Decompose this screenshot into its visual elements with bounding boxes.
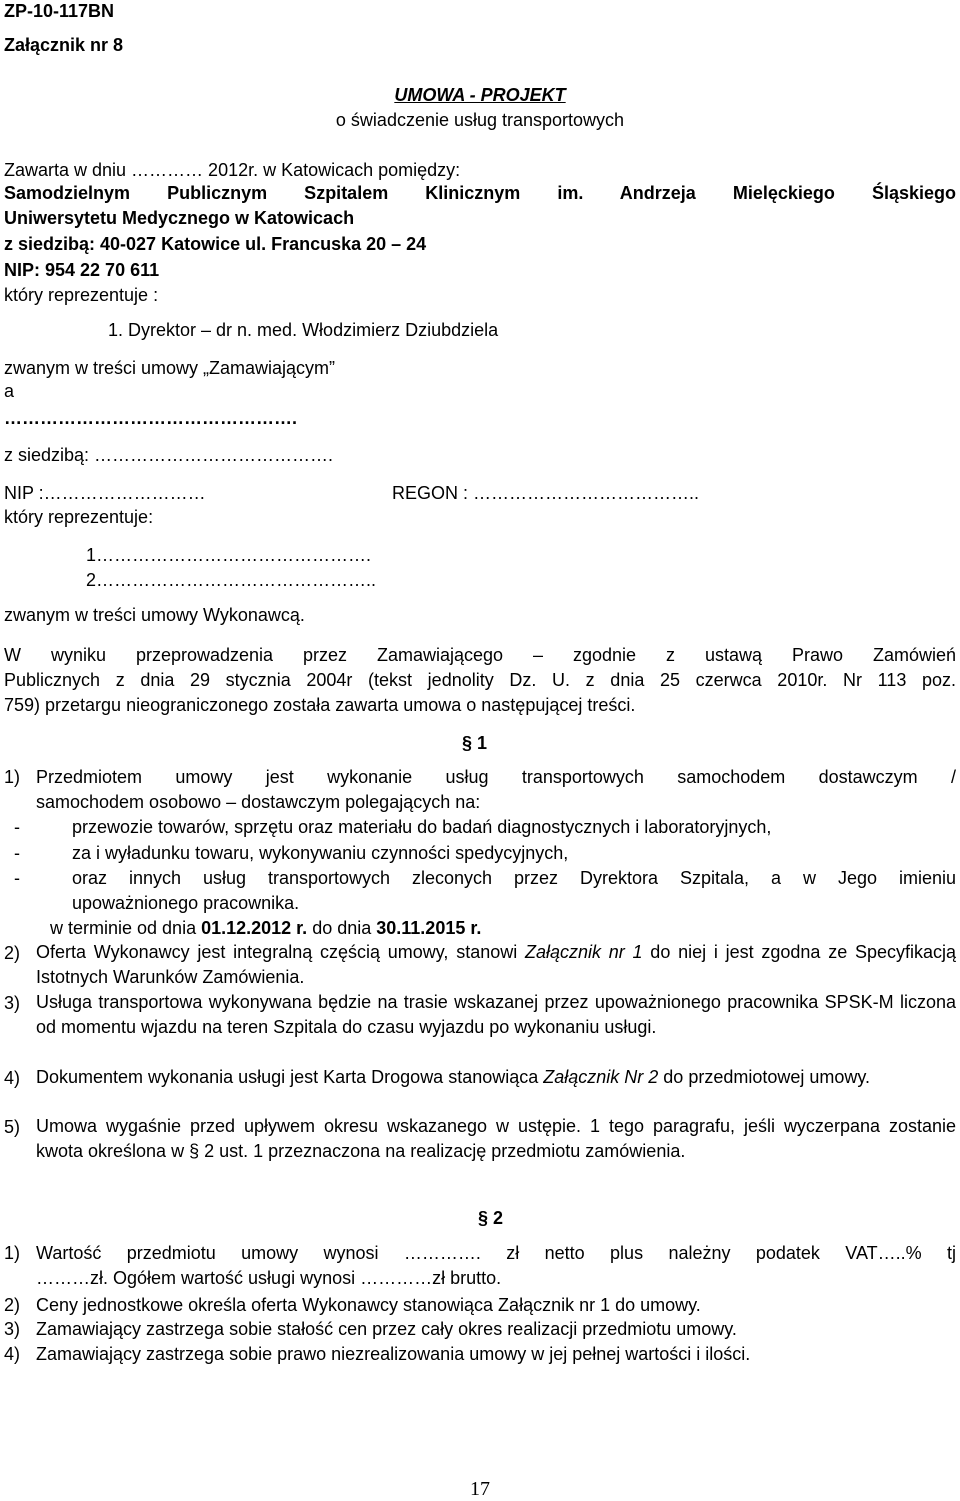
hospital-name-line1: Samodzielnym Publicznym Szpitalem Klinicznym im. Andrzeja Mielęckiego Śląskiego — [4, 183, 956, 203]
s2-item2-number: 2) — [4, 1295, 21, 1315]
bullet-dash: - — [14, 817, 20, 837]
contractor-nip-placeholder: NIP :……………………… — [4, 483, 206, 503]
term-end-date: 30.11.2015 r. — [376, 918, 482, 938]
represented-by-label: który reprezentuje : — [4, 285, 159, 305]
s2-item1-line1: Wartość przedmiotu umowy wynosi …………. zł netto plus należny podatek VAT…..% tj — [36, 1243, 956, 1263]
s1-item2-part-a: Oferta Wykonawcy jest integralną częścią umowy, stanowi — [36, 942, 525, 962]
ordering-party-label: zwanym w treści umowy „Zamawiającym” — [4, 358, 336, 378]
contractor-name-placeholder: …………………………………………. — [4, 408, 298, 428]
s2-item3-text: Zamawiający zastrzega sobie stałość cen przez cały okres realizacji przedmiotu umowy. — [36, 1319, 737, 1339]
section-2-heading: § 2 — [478, 1208, 504, 1228]
contractor-rep-2: 2……………………………………….. — [86, 570, 377, 590]
s2-item4-number: 4) — [4, 1344, 21, 1364]
s1-bullet3-line2: upoważnionego pracownika. — [72, 893, 300, 913]
s1-item2-text — [36, 940, 956, 990]
s2-item1-number: 1) — [4, 1243, 21, 1263]
s1-item4-part-a: Dokumentem wykonania usługi jest Karta Drogowa stanowiąca — [36, 1067, 544, 1087]
contractor-regon-placeholder: REGON : ……………………………….. — [392, 483, 700, 503]
s1-bullet3-line1: oraz innych usług transportowych zleconych przez Dyrektora Szpitala, a w Jego imieniu — [72, 868, 956, 888]
s1-item3-text: Usługa transportowa wykonywana będzie na trasie wskazanej przez upoważnionego pracownika SPSK-M liczona od momentu wjazdu na teren Szpitala do czasu wyjazdu po wykonaniu usługi. — [36, 992, 956, 1037]
term-start-date: 01.12.2012 r. — [201, 918, 308, 938]
bullet-dash: - — [14, 843, 20, 863]
s1-item4-number: 4) — [4, 1068, 21, 1088]
s1-item5-text: Umowa wygaśnie przed upływem okresu wskazanego w ustępie. 1 tego paragrafu, jeśli wyczerpana zostanie kwota określona w § 2 ust. 1 przeznaczona na realizację przedmiotu zamówienia. — [36, 1116, 956, 1161]
contractor-label: zwanym w treści umowy Wykonawcą. — [4, 605, 305, 625]
page-number: 17 — [470, 1478, 490, 1500]
s1-term-line — [50, 917, 481, 939]
s1-item1-line2: samochodem osobowo – dostawczym polegających na: — [36, 792, 481, 812]
attachment-label: Załącznik nr 8 — [4, 35, 124, 55]
document-code: ZP-10-117BN — [4, 1, 115, 21]
contract-date-line: Zawarta w dniu ………… 2012r. w Katowicach pomiędzy: — [4, 160, 461, 180]
hospital-address: z siedzibą: 40-027 Katowice ul. Francuska 20 – 24 — [4, 234, 427, 254]
term-middle: do dnia — [307, 918, 377, 938]
director-line: 1. Dyrektor – dr n. med. Włodzimierz Dziubdziela — [108, 320, 499, 340]
s2-item2-text: Ceny jednostkowe określa oferta Wykonawcy stanowiąca Załącznik nr 1 do umowy. — [36, 1295, 701, 1315]
intro-line2: Publicznych z dnia 29 stycznia 2004r (tekst jednolity Dz. U. z dnia 25 czerwca 2010r. Nr 113 poz. — [4, 670, 956, 690]
s1-bullet2: za i wyładunku towaru, wykonywaniu czynności spedycyjnych, — [72, 843, 569, 863]
and-word: a — [4, 381, 15, 401]
intro-line3: 759) przetargu nieograniczonego została zawarta umowa o następującej treści. — [4, 695, 636, 715]
term-prefix: w terminie od dnia — [50, 918, 202, 938]
contractor-represented-label: który reprezentuje: — [4, 507, 154, 527]
s1-item2-part-b: do niej i jest zgodna ze Specyfikacją Istotnych Warunków Zamówienia. — [36, 942, 957, 987]
s1-item4-part-b: do przedmiotowej umowy. — [658, 1067, 871, 1087]
contractor-address-placeholder: z siedzibą: …………………………………. — [4, 445, 334, 465]
s2-item1-line2: ………zł. Ogółem wartość usługi wynosi …………zł brutto. — [36, 1268, 502, 1288]
s2-item4-text: Zamawiający zastrzega sobie prawo niezrealizowania umowy w jej pełnej wartości i ilości. — [36, 1344, 751, 1364]
hospital-nip: NIP: 954 22 70 611 — [4, 260, 160, 280]
s1-item4-attachment-ref: Załącznik Nr 2 — [543, 1067, 659, 1087]
s1-item3-number: 3) — [4, 993, 21, 1013]
intro-line1: W wyniku przeprowadzenia przez Zamawiającego – zgodnie z ustawą Prawo Zamówień — [4, 645, 956, 665]
section-1-heading: § 1 — [462, 733, 488, 753]
s1-item1-number: 1) — [4, 767, 21, 787]
s1-item5-number: 5) — [4, 1117, 21, 1137]
contract-title: UMOWA - PROJEKT — [394, 85, 566, 105]
s1-item2-number: 2) — [4, 943, 21, 963]
s1-item2-attachment-ref: Załącznik nr 1 — [524, 942, 643, 962]
s1-bullet1: przewozie towarów, sprzętu oraz materiału do badań diagnostycznych i laboratoryjnych, — [72, 817, 772, 837]
s1-item4-text — [36, 1065, 956, 1090]
bullet-dash: - — [14, 868, 20, 888]
contract-subtitle: o świadczenie usług transportowych — [335, 110, 625, 130]
contractor-rep-1: 1………………………………………. — [86, 545, 372, 565]
s2-item3-number: 3) — [4, 1319, 21, 1339]
hospital-name-line2: Uniwersytetu Medycznego w Katowicach — [4, 208, 355, 228]
s1-item1-line1: Przedmiotem umowy jest wykonanie usług transportowych samochodem dostawczym / — [36, 767, 956, 787]
